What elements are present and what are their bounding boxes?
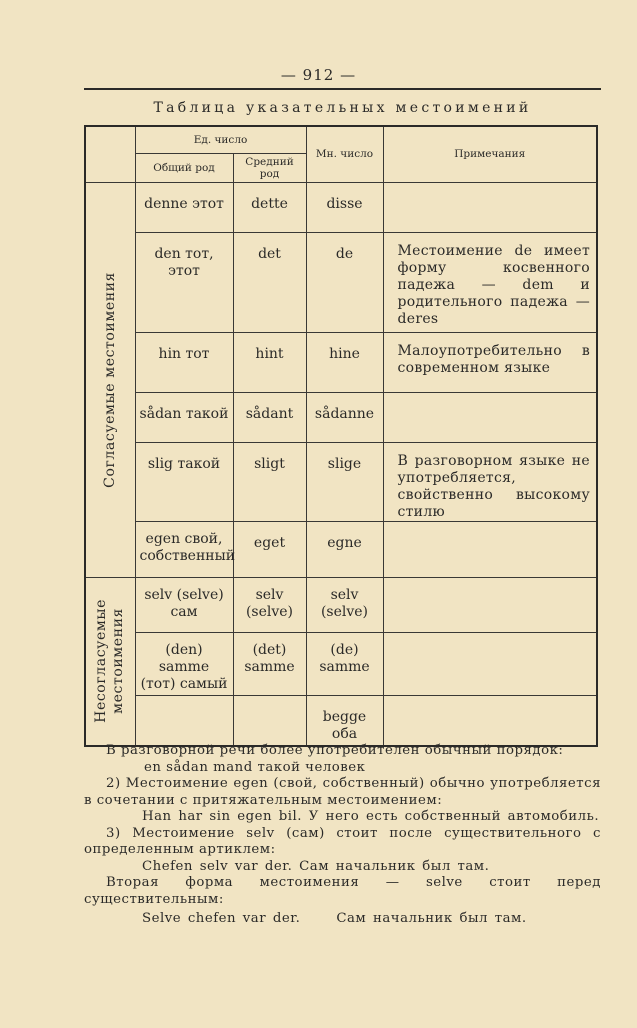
cell-neuter: sligt [233,442,306,521]
page-number: — 912 — [280,66,357,84]
cell-note [383,392,597,442]
table-row [85,232,597,332]
footnote-3-example: Chefen selv var der. Сам начальник был там. [142,858,490,874]
cell-note: В разговорном языке не употребляется, свойственно высокому стилю [383,442,597,521]
cell-plural: begge оба [306,695,383,746]
cell-plural: de [306,232,383,332]
cell-plural: hine [306,332,383,392]
pronoun-table [84,125,598,747]
cell-neuter: dette [233,182,306,232]
table-row [85,442,597,521]
footnote-4-example [84,911,601,928]
table-title: Таблица указательных местоимений [153,100,532,116]
cell-plural: selv (selve) [306,577,383,632]
footnote-1: В разговорной речи более употребителен обычный порядок: [106,743,564,758]
cell-note: Местоимение de имеет форму косвенного падежа — dem и родительного падежа — deres [383,232,597,332]
cell-common: den тот, этот [135,232,233,332]
group-nonagreeing [85,577,135,746]
header-corner [85,126,135,182]
cell-common [135,695,233,746]
header-notes: Примечания [383,126,597,182]
footnote-4-example-danish: Selve chefen var der. [142,911,301,926]
header-plural: Мн. число [306,126,383,182]
cell-neuter: sådant [233,392,306,442]
footnote-3: 3) Местоимение selv (сам) стоит после существительного с определенным артиклем: [84,825,601,857]
cell-plural: egne [306,521,383,577]
footnote-4: Вторая форма местоимения — selve стоит перед существительным: [84,875,601,907]
cell-common: sådan такой [135,392,233,442]
cell-neuter: hint [233,332,306,392]
cell-plural: (de) samme [306,632,383,695]
cell-common: slig такой [135,442,233,521]
table-row [85,695,597,746]
footnote-2-example: Han har sin egen bil. У него есть собственный автомобиль. [142,809,600,824]
footnotes [84,743,601,928]
cell-neuter: selv (selve) [233,577,306,632]
cell-note [383,577,597,632]
cell-neuter: det [233,232,306,332]
cell-common: selv (selve) сам [135,577,233,632]
group-nonagreeing-line2: местоимения [110,608,127,714]
footnote-2: 2) Местоимение egen (свой, собственный) обычно употребляется в сочетании с притяжательным местоимением: [84,776,601,808]
top-rule [84,88,601,90]
table-row [85,182,597,232]
cell-note: Малоупотребительно в современном языке [383,332,597,392]
cell-plural: disse [306,182,383,232]
footnote-1-example: en sådan mand такой человек [144,759,366,775]
cell-common: denne этот [135,182,233,232]
table-row [85,392,597,442]
cell-note [383,632,597,695]
table-row [85,332,597,392]
header-singular: Ед. число [135,126,306,153]
cell-plural: slige [306,442,383,521]
cell-common: hin тот [135,332,233,392]
cell-common: (den) samme (тот) самый [135,632,233,695]
table-row [85,632,597,695]
header-neuter: Средний род [233,153,306,182]
footnote-4-example-russian: Сам начальник был там. [336,911,527,926]
group-nonagreeing-line1: Несогласуемые [93,599,110,723]
cell-neuter [233,695,306,746]
group-agreeing [85,182,135,577]
cell-note [383,521,597,577]
group-agreeing-label: Согласуемые местоимения [101,271,118,488]
cell-common: egen свой, собственный [135,521,233,577]
table-row [85,577,597,632]
cell-note [383,182,597,232]
cell-plural: sådanne [306,392,383,442]
table-row [85,521,597,577]
cell-neuter: eget [233,521,306,577]
group-nonagreeing-label [93,599,127,723]
cell-neuter: (det) samme [233,632,306,695]
header-common: Общий род [135,153,233,182]
cell-note [383,695,597,746]
